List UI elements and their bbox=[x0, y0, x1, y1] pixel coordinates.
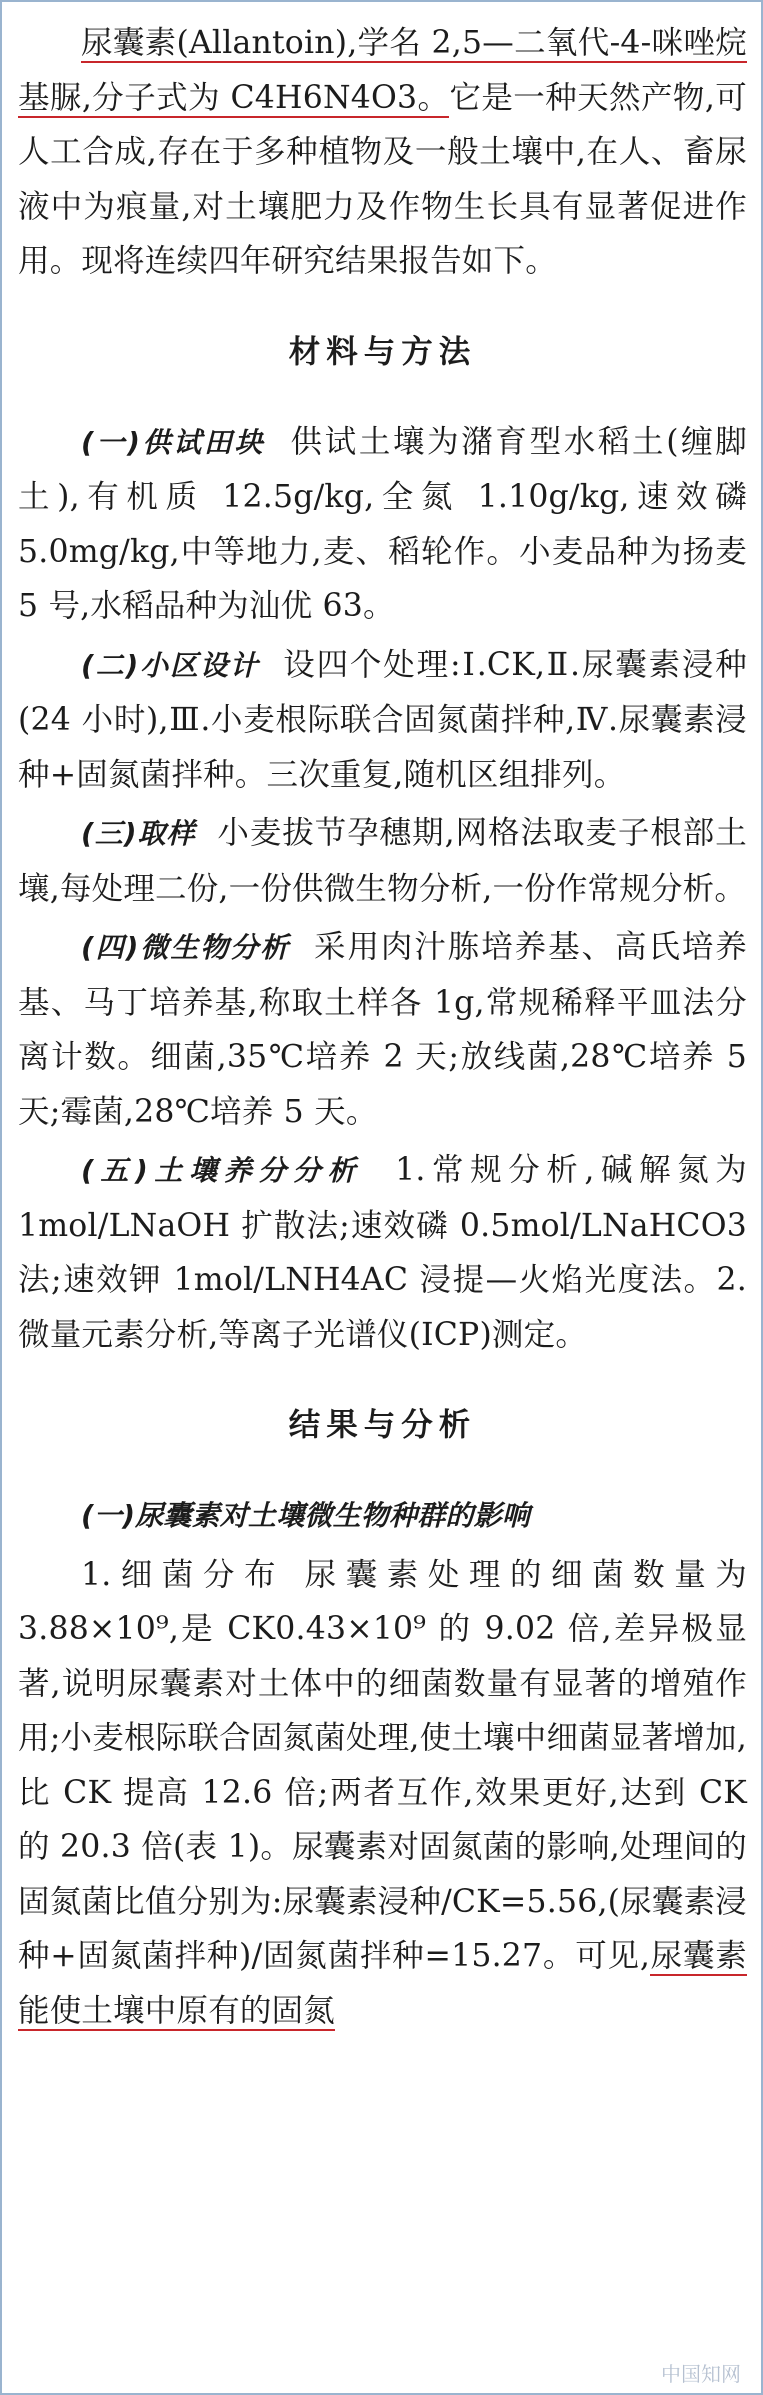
method-text: 设四个处理:Ⅰ.CK,Ⅱ.尿囊素浸种(24 小时),Ⅲ.小麦根际联合固氮菌拌种,Ⅳ.尿囊素浸种+固氮菌拌种。三次重复,随机区组排列。 bbox=[18, 646, 747, 793]
results-paragraph bbox=[18, 1548, 747, 2039]
method-paragraph-1 bbox=[18, 415, 747, 634]
method-label: (四)微生物分析 bbox=[81, 931, 291, 964]
method-text: 采用肉汁胨培养基、高氏培养基、马丁培养基,称取土样各 1g,常规稀释平皿法分离计数。细菌,35℃培养 2 天;放线菌,28℃培养 5 天;霉菌,28℃培养 5 天。 bbox=[18, 929, 747, 1130]
results-subtitle: (一)尿囊素对土壤微生物种群的影响 bbox=[81, 1499, 530, 1532]
method-paragraph-2 bbox=[18, 638, 747, 803]
method-text: 1.常规分析,碱解氮为 1mol/LNaOH 扩散法;速效磷 0.5mol/LNaHCO3 法;速效钾 1mol/LNH4AC 浸提—火焰光度法。2.微量元素分析,等离子光谱仪(ICP)测定。 bbox=[18, 1152, 747, 1353]
intro-paragraph bbox=[18, 16, 747, 289]
results-text: 1.细菌分布 尿囊素处理的细菌数量为 3.88×10⁹,是 CK0.43×10⁹ 的 9.02 倍,差异极显著,说明尿囊素对土体中的细菌数量有显著的增殖作用;小麦根际联合固氮菌处理,使土壤中细菌显著增加,比 CK 提高 12.6 倍;两者互作,效果更好,达到 CK 的 20.3 倍(表 1)。尿囊素对固氮菌的影响,处理间的固氮菌比值分别为:尿囊素浸种/CK=5.56,(尿囊素浸种+固氮菌拌种)/固氮菌拌种=15.27。 bbox=[18, 1556, 747, 1974]
method-label: (五)土壤养分分析 bbox=[81, 1154, 362, 1187]
method-text: 供试土壤为潴育型水稻土(缠脚土),有机质 12.5g/kg,全氮 1.10g/kg,速效磷5.0mg/kg,中等地力,麦、稻轮作。小麦品种为扬麦 5 号,水稻品种为汕优 63。 bbox=[18, 423, 747, 624]
method-label: (一)供试田块 bbox=[81, 425, 266, 459]
section-heading-methods: 材料与方法 bbox=[288, 333, 477, 370]
method-label: (三)取样 bbox=[81, 817, 196, 850]
section-heading-results: 结果与分析 bbox=[288, 1407, 477, 1443]
article-body bbox=[18, 16, 747, 2038]
conclusion-highlight: 尿囊素能使土壤中原有的固氮 bbox=[18, 1938, 747, 2029]
results-tail: 可见, bbox=[575, 1938, 651, 1974]
method-text: 小麦拔节孕穗期,网格法取麦子根部土壤,每处理二份,一份供微生物分析,一份作常规分析。 bbox=[18, 815, 747, 907]
intro-text: 它是一种天然产物,可人工合成,存在于多种植物及一般土壤中,在人、畜尿液中为痕量,对土壤肥力及作物生长具有显著促进作用。现将连续四年研究结果报告如下。 bbox=[18, 79, 748, 279]
method-paragraph-3 bbox=[18, 806, 747, 916]
method-label: (二)小区设计 bbox=[81, 648, 260, 682]
method-paragraph-4 bbox=[18, 920, 747, 1139]
method-paragraph-5 bbox=[18, 1143, 747, 1362]
watermark-logo: 中国知网 bbox=[661, 2362, 741, 2386]
compound-name-highlight: 尿囊素(Allantoin),学名 2,5—二氧代-4-咪唑烷基脲,分子式为 C4H6N4O3。 bbox=[18, 25, 747, 116]
